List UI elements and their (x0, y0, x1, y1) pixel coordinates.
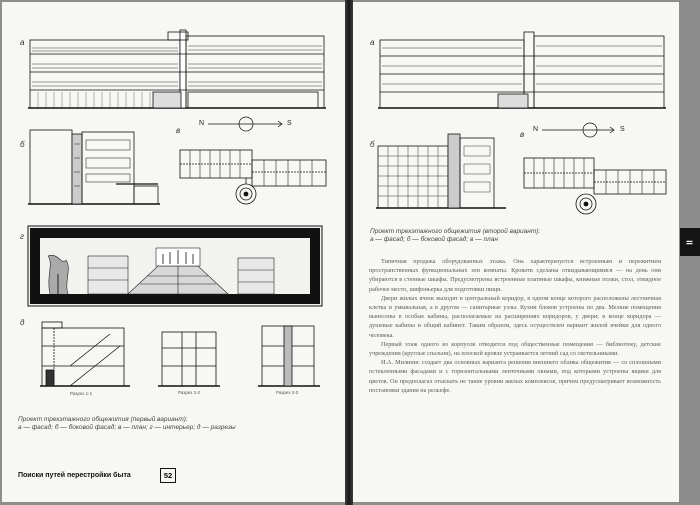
side-facade-variant-2-drawing (376, 130, 506, 210)
section-2-drawing (158, 328, 220, 388)
left-figure-caption (18, 416, 236, 432)
figure-letter-b: б (20, 140, 25, 149)
interior-perspective-drawing (28, 226, 322, 306)
right-caption-title: Проект трехэтажного общежития (второй вариант): (370, 228, 541, 235)
page-number: 52 (160, 468, 176, 483)
left-caption-legend: а — фасад; б — боковой фасад; в — план; г — интерьер; д — разрезы (18, 424, 236, 431)
side-facade-drawing (28, 128, 160, 206)
compass-north-label-right: N (533, 126, 539, 133)
left-caption-title: Проект трехэтажного общежития (первый вариант): (18, 416, 188, 423)
section-label-1: Разрез 1-1 (70, 391, 93, 396)
compass-south-label: S (287, 120, 292, 127)
figure-letter-g: г (20, 232, 24, 241)
section-label-2: Разрез 2-2 (178, 390, 201, 395)
figure-letter-a-right: а (370, 38, 375, 47)
figure-letter-v-right: в (520, 130, 525, 139)
section-1-drawing (40, 318, 130, 390)
body-paragraph: Первый этаж одного из корпусов отводится под общественные помещения — библиотеку, детские учреждения (круглые спальни), на плоской кровле устраивается летний сад со светильниками. (369, 340, 661, 358)
figure-letter-d: д (20, 318, 25, 327)
compass-north-label: N (199, 120, 205, 127)
floor-plan-variant-2-drawing (520, 150, 670, 226)
figure-letter-b-right: б (370, 140, 375, 149)
body-paragraph: И.А. Милинис создает два основных варианта решения внешнего облика общежития — со сплошными остекленными фасадами и с горизонтальными ленточными окнами, под которыми устроены ящики для цветов. Он предполагал отыскать не такие уровни жилых комплексов, причем предусматривает возможность постановки здания на рельефе. (369, 359, 661, 394)
compass-indicator (208, 116, 286, 132)
right-figure-caption (370, 228, 540, 244)
compass-south-label-right: S (620, 126, 625, 133)
floor-plan-drawing (178, 140, 330, 218)
body-text-column (369, 257, 661, 395)
right-caption-legend: а — фасад; б — боковой фасад; в — план (370, 236, 498, 243)
body-paragraph: Двери жилых ячеек выходят в центральный коридор, в одном конце которого расположены лестничная клетка и умывальная, а в другом — санитарные узлы. Кухни блоков устроены по два. Мелкие помещения вынесены в особые кабины, располагаемые на расширениях коридоров, у двери; в конце коридора — душевые кабины и общий кабинет. Таким образом, здесь осуществлен вариант жилой ячейки для одного человека. (369, 294, 661, 339)
chapter-side-tab: II (680, 228, 700, 256)
section-label-3: Разрез 3-3 (276, 390, 299, 395)
figure-letter-a: а (20, 38, 25, 47)
main-facade-drawing (28, 28, 326, 110)
section-3-drawing (258, 322, 320, 388)
body-paragraph: Типичная продажа оборудованных этажа. Она характеризуется встроенным и пережитием пространственных функциональных зон комнаты. Кровати сделаны откидывающимися — на день они убираются в стенные шкафы. Предусмотрены встроенные платяные шкафы, книжные полки, стол, откидное рабочее место, шифоньерка для подготовки пищи. (369, 258, 661, 293)
figure-letter-v: в (176, 126, 181, 135)
facade-variant-2-drawing (378, 28, 666, 110)
compass-indicator-right (542, 122, 618, 138)
running-footer-title: Поиски путей перестройки быта (18, 472, 131, 479)
book-gutter (345, 0, 353, 505)
